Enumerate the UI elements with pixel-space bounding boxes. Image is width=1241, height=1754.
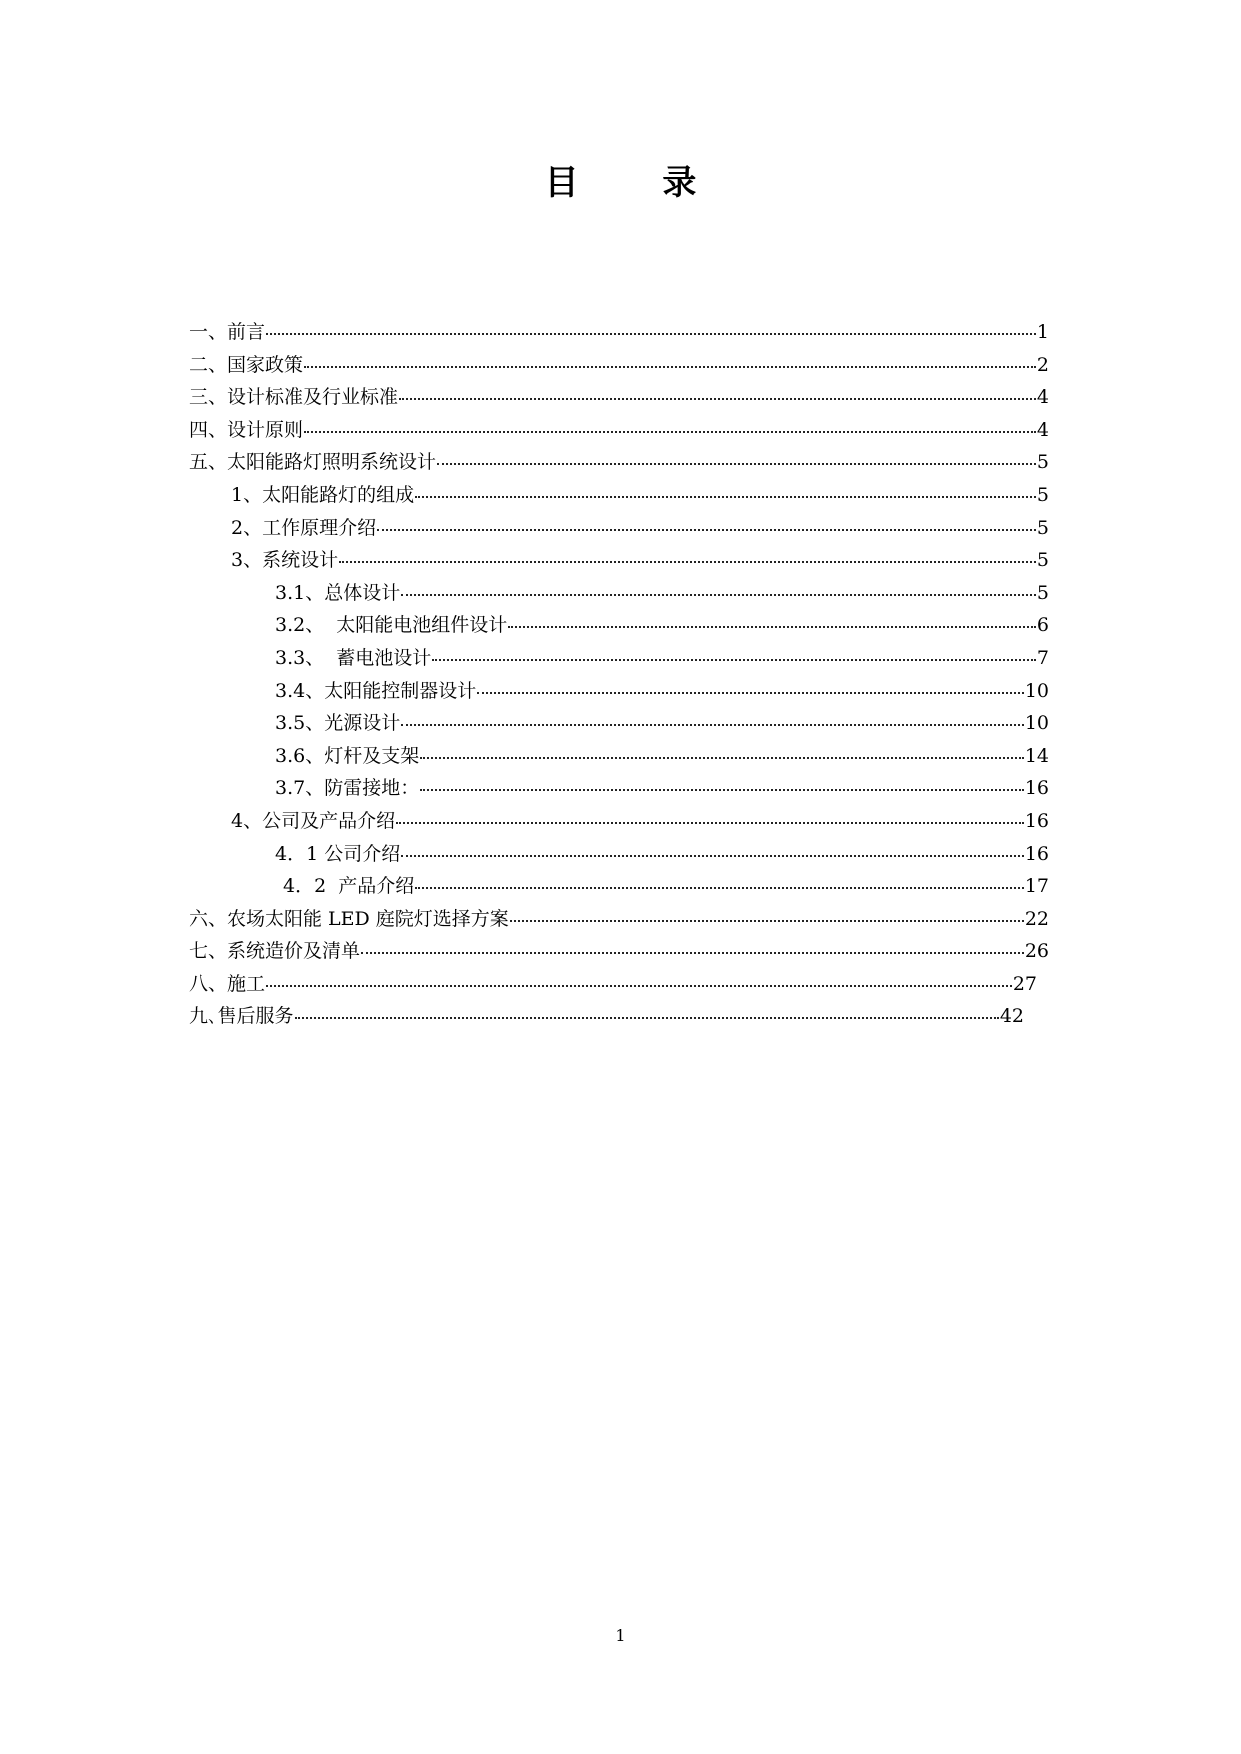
toc-entry-label: 3.6、灯杆及支架 xyxy=(275,744,420,767)
toc-entry-page-number: 1 xyxy=(1036,321,1049,343)
toc-entry[interactable] xyxy=(189,935,1049,968)
toc-entry-label: 3.5、光源设计 xyxy=(275,712,401,735)
toc-entry-label: 3.3、 蓄电池设计 xyxy=(275,646,432,669)
toc-leader-dots xyxy=(377,528,1036,531)
page-number: 1 xyxy=(615,1626,626,1645)
table-of-contents xyxy=(189,316,1049,1033)
toc-entry-label: 二、国家政策 xyxy=(189,353,304,376)
toc-entry-page-number: 16 xyxy=(1024,809,1049,832)
toc-entry-page-number: 16 xyxy=(1024,777,1049,800)
toc-entry[interactable] xyxy=(189,903,1049,936)
toc-entry[interactable] xyxy=(189,707,1049,740)
toc-leader-dots xyxy=(415,495,1036,498)
toc-entry-label: 七、系统造价及清单 xyxy=(189,940,361,963)
toc-entry-page-number: 16 xyxy=(1024,842,1049,865)
toc-entry[interactable] xyxy=(189,577,1049,610)
toc-entry-page-number: 10 xyxy=(1024,712,1049,735)
toc-leader-dots xyxy=(401,854,1024,857)
toc-entry[interactable] xyxy=(189,838,1049,871)
toc-entry-label: 1、太阳能路灯的组成 xyxy=(231,483,415,506)
toc-entry-label: 3.1、总体设计 xyxy=(275,581,401,604)
toc-entry[interactable] xyxy=(189,316,1049,349)
toc-entry-label: 3、系统设计 xyxy=(231,549,339,572)
toc-entry-label: 3.4、太阳能控制器设计 xyxy=(275,679,477,702)
toc-entry-label: 九､售后服务 xyxy=(189,1005,294,1028)
toc-entry-page-number: 2 xyxy=(1036,353,1049,376)
toc-entry-label: 五、太阳能路灯照明系统设计 xyxy=(189,451,437,474)
toc-entry-label: 4．1 公司介绍 xyxy=(275,842,401,865)
toc-leader-dots xyxy=(401,723,1024,726)
page-title: 目 录 xyxy=(544,163,733,203)
toc-entry[interactable] xyxy=(189,544,1049,577)
toc-leader-dots xyxy=(437,462,1036,465)
toc-leader-dots xyxy=(266,984,1012,987)
toc-entry-page-number: 5 xyxy=(1036,549,1049,572)
toc-entry-label: 四、设计原则 xyxy=(189,418,304,441)
toc-entry[interactable] xyxy=(189,772,1049,805)
toc-entry-label: 三、设计标准及行业标准 xyxy=(189,386,399,409)
toc-entry[interactable] xyxy=(189,349,1049,382)
toc-entry[interactable] xyxy=(189,740,1049,773)
toc-leader-dots xyxy=(361,951,1024,954)
toc-entry[interactable] xyxy=(189,381,1049,414)
toc-entry-page-number: 6 xyxy=(1036,614,1049,637)
toc-leader-dots xyxy=(304,365,1036,368)
toc-entry-page-number: 5 xyxy=(1036,516,1049,539)
toc-entry-page-number: 7 xyxy=(1036,646,1049,669)
toc-entry-page-number: 27 xyxy=(1012,972,1037,995)
toc-leader-dots xyxy=(339,560,1036,563)
toc-leader-dots xyxy=(295,1016,999,1019)
toc-leader-dots xyxy=(401,593,1036,596)
toc-entry-page-number: 42 xyxy=(999,1005,1024,1028)
toc-entry[interactable] xyxy=(189,414,1049,447)
toc-entry-page-number: 22 xyxy=(1024,907,1049,930)
toc-entry[interactable] xyxy=(189,512,1049,545)
toc-leader-dots xyxy=(266,332,1036,335)
toc-entry-page-number: 5 xyxy=(1036,581,1049,604)
toc-entry-page-number: 5 xyxy=(1036,483,1049,506)
toc-entry-page-number: 10 xyxy=(1024,679,1049,702)
toc-entry-page-number: 4 xyxy=(1036,386,1049,409)
toc-entry[interactable] xyxy=(189,1000,1024,1033)
toc-entry-label: 2、工作原理介绍 xyxy=(231,516,377,539)
toc-entry-label: 3.7、防雷接地： xyxy=(275,777,420,800)
toc-entry-label: 3.2、 太阳能电池组件设计 xyxy=(275,614,508,637)
toc-entry[interactable] xyxy=(189,609,1049,642)
toc-entry[interactable] xyxy=(189,870,1049,903)
toc-leader-dots xyxy=(510,919,1024,922)
toc-leader-dots xyxy=(420,756,1024,759)
toc-entry-label: 六、农场太阳能 LED 庭院灯选择方案 xyxy=(189,907,509,930)
toc-leader-dots xyxy=(396,821,1024,824)
toc-entry[interactable] xyxy=(189,968,1037,1001)
toc-entry-page-number: 5 xyxy=(1036,451,1049,474)
toc-entry-label: 4．2 产品介绍 xyxy=(283,875,415,898)
toc-entry-label: 4、公司及产品介绍 xyxy=(231,809,396,832)
toc-entry[interactable] xyxy=(189,479,1049,512)
toc-entry-page-number: 4 xyxy=(1036,418,1049,441)
toc-leader-dots xyxy=(432,658,1036,661)
toc-leader-dots xyxy=(477,691,1024,694)
toc-entry-page-number: 26 xyxy=(1024,940,1049,963)
toc-entry[interactable] xyxy=(189,446,1049,479)
toc-leader-dots xyxy=(415,886,1024,889)
toc-entry[interactable] xyxy=(189,642,1049,675)
toc-entry-page-number: 17 xyxy=(1024,875,1049,898)
toc-leader-dots xyxy=(420,788,1024,791)
toc-leader-dots xyxy=(508,625,1036,628)
toc-entry[interactable] xyxy=(189,675,1049,708)
toc-entry-page-number: 14 xyxy=(1024,744,1049,767)
toc-entry-label: 一、前言 xyxy=(189,321,266,343)
toc-entry[interactable] xyxy=(189,805,1049,838)
toc-leader-dots xyxy=(399,397,1036,400)
toc-leader-dots xyxy=(304,430,1036,433)
toc-entry-label: 八、施工 xyxy=(189,972,266,995)
